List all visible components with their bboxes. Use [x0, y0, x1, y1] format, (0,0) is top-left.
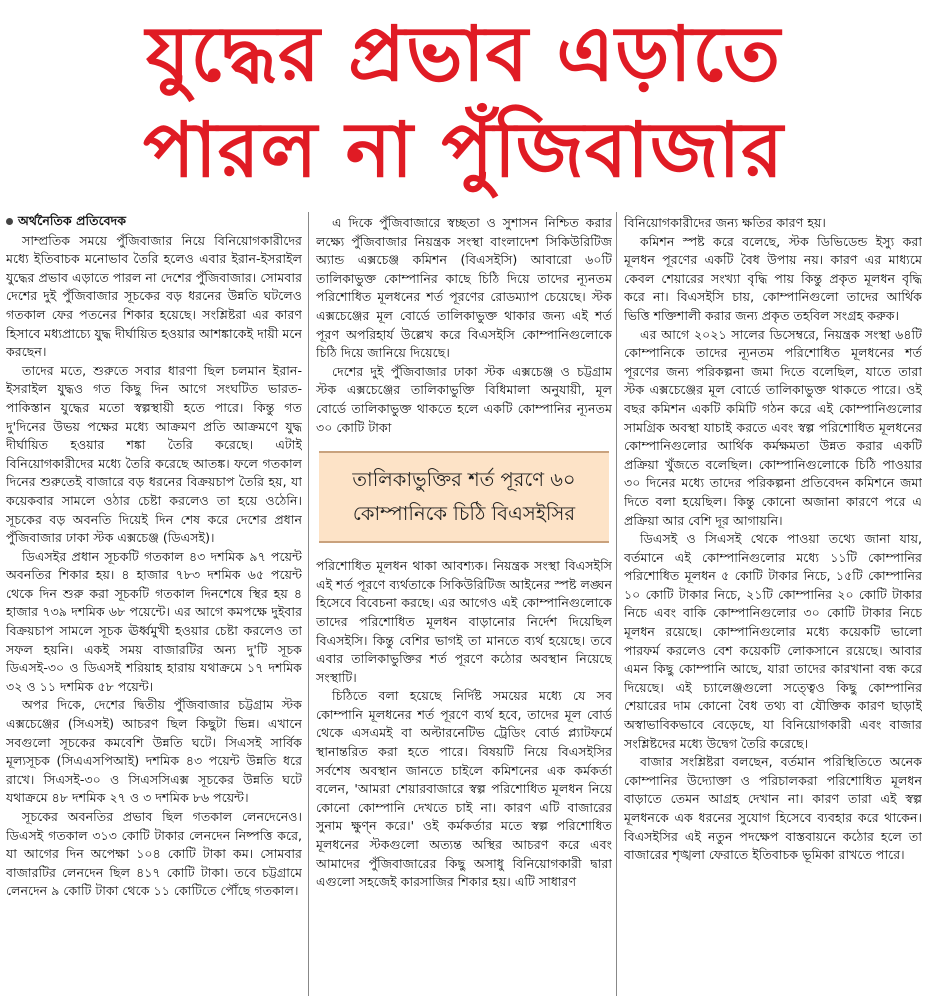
headline-line-1: যুদ্ধের প্রভাব এড়াতে — [145, 9, 782, 98]
paragraph: কমিশন স্পষ্ট করে বলেছে, স্টক ডিভিডেন্ড ইস্যু করা মূলধন পূরণের একটি বৈধ উপায় নয়। কারণ এর মাধ্যমে কেবল শেয়ারের সংখ্যা বৃদ্ধি পায় কিন্তু প্রকৃত মূলধন বৃদ্ধি করে না। বিএসইসি চায়, কোম্পানিগুলো তাদের আর্থিক ভিত্তি শক্তিশালী করার জন্য প্রকৃত তহবিল সংগ্রহ করুক। — [624, 233, 922, 323]
paragraph: পরিশোধিত মূলধন থাকা আবশ্যক। নিয়ন্ত্রক সংস্থা বিএসইসি এই শর্ত পূরণে ব্যর্থতাকে সিকিউরিটিজ আইনের স্পষ্ট লঙ্ঘন হিসেবে বিবেচনা করছে। এর আগেও এই কোম্পানিগুলোকে তাদের পরিশোধিত মূলধন বাড়ানোর নির্দেশ দিয়েছিল বিএসইসি। কিন্তু বেশির ভাগই তা মানতে ব্যর্থ হয়েছে। তবে এবার তালিকাভুক্তির শর্ত পূরণে কঠোর অবস্থান নিয়েছে সংস্থাটি। — [316, 558, 612, 685]
article-column-3 — [624, 212, 922, 996]
paragraph: বাজার সংশ্লিষ্টরা বলছেন, বর্তমান পরিস্থিতিতে অনেক কোম্পানির উদ্যোক্তা ও পরিচালকরা পরিশোধিত মূলধন বাড়াতে তেমন আগ্রহ দেখান না। কারণ তারা এই স্বল্প মূলধনকে এক ধরনের সুযোগ হিসেবে ব্যবহার করে থাকেন। বিএসইসির এই নতুন পদক্ষেপ বাস্তবায়নে কঠোর হলে তা বাজারের শৃঙ্খলা ফেরাতে ইতিবাচক ভূমিকা রাখতে পারে। — [624, 754, 922, 863]
article-column-2 — [316, 212, 612, 996]
paragraph: এর আগে ২০২১ সালের ডিসেম্বরে, নিয়ন্ত্রক সংস্থা ৬৪টি কোম্পানিকে তাদের ন্যূনতম পরিশোধিত মূলধনের শর্ত পূরণের জন্য পরিকল্পনা জমা দিতে বলেছিল, যাতে তারা স্টক এক্সচেঞ্জের মূল বোর্ডে তালিকাভুক্ত থাকতে পারে। ওই বছর কমিশন একটি কমিটি গঠন করে এই কোম্পানিগুলোর সামগ্রিক অবস্থা যাচাই করতে এবং স্বল্প পরিশোধিত মূলধনের কোম্পানিগুলোর আর্থিক কর্মক্ষমতা উন্নত করার একটি প্রক্রিয়া খুঁজতে বলেছিল। কোম্পানিগুলোকে চিঠি পাওয়ার ৩০ দিনের মধ্যে তাদের পরিকল্পনা প্রতিবেদন কমিশনে জমা দিতে বলা হয়েছিল। কিন্তু কোনো অজানা কারণে পরে এ প্রক্রিয়া আর বেশি দূর আগায়নি। — [624, 326, 922, 528]
bullet-icon — [6, 218, 13, 225]
column-divider — [616, 212, 617, 996]
headline — [0, 0, 927, 200]
column-divider — [308, 212, 309, 996]
byline — [6, 212, 302, 231]
paragraph: চিঠিতে বলা হয়েছে নির্দিষ্ট সময়ের মধ্যে যে সব কোম্পানি মূলধনের শর্ত পূরণে ব্যর্থ হবে, তাদের মূল বোর্ড থেকে এসএমই বা অল্টারনেটিভ ট্রেডিং বোর্ড প্ল্যাটফর্মে স্থানান্তরিত করা হতে পারে। বিষয়টি নিয়ে বিএসইসির সর্বশেষ অবস্থান জানতে চাইলে কমিশনের এক কর্মকর্তা বলেন, 'আমরা শেয়ারবাজারে স্বল্প পরিশোধিত মূলধন নিয়ে কোনো কোম্পানি দেখতে চাই না। কারণ এটি বাজারের সুনাম ক্ষুণ্ন করে।' ওই কর্মকর্তার মতে স্বল্প পরিশোধিত মূলধনের স্টকগুলো অত্যন্ত অস্থির আচরণ করে এবং আমাদের পুঁজিবাজারের কিছু অসাধু বিনিয়োগকারী দ্বারা এগুলো সহজেই কারসাজির শিকার হয়। এটি সাধারণ — [316, 688, 612, 890]
pull-quote: তালিকাভুক্তির শর্ত পূরণে ৬০ কোম্পানিকে চিঠি বিএসইসির — [319, 451, 609, 543]
paragraph: সূচকের অবনতির প্রভাব ছিল গতকাল লেনদেনেও। ডিএসই গতকাল ৩১৩ কোটি টাকার লেনদেন নিষ্পত্তি করে, যা আগের দিন অপেক্ষা ১০৪ কোটি টাকা কম। সোমবার বাজারটির লেনদেন ছিল ৪১৭ কোটি টাকা। তবে চট্টগ্রামে লেনদেন ৯ কোটি টাকা থেকে ১১ কোটিতে পৌঁছে গতকাল। — [6, 809, 302, 899]
paragraph: ডিএসই ও সিএসই থেকে পাওয়া তথ্যে জানা যায়, বর্তমানে এই কোম্পানিগুলোর মধ্যে ১১টি কোম্পানির পরিশোধিত মূলধন ৫ কোটি টাকার নিচে, ১৫টি কোম্পানির ১০ কোটি টাকার নিচে, ২১টি কোম্পানির ২০ কোটি টাকার নিচে এবং বাকি কোম্পানিগুলোর ৩০ কোটি টাকার নিচে মূলধন রয়েছে। কোম্পানিগুলোর মধ্যে কয়েকটি ভালো পারফর্ম করলেও বেশ কয়েকটি লোকসানে রয়েছে। আবার এমন কিছু কোম্পানি আছে, যারা তাদের কারখানা বন্ধ করে দিয়েছে। এই চ্যালেঞ্জগুলো সত্ত্বেও কিছু কোম্পানির শেয়ারের দাম কোনো বৈধ তথ্য বা যৌক্তিক কারণ ছাড়াই অস্বাভাবিকভাবে বেড়েছে, যা বিনিয়োগকারী এবং বাজার সংশ্লিষ্টদের মধ্যে উদ্বেগ তৈরি করেছে। — [624, 531, 922, 751]
byline-text: অর্থনৈতিক প্রতিবেদক — [18, 213, 127, 228]
paragraph: এ দিকে পুঁজিবাজারে স্বচ্ছতা ও সুশাসন নিশ্চিত করার লক্ষ্যে পুঁজিবাজার নিয়ন্ত্রক সংস্থা বাংলাদেশ সিকিউরিটিজ অ্যান্ড এক্সচেঞ্জ কমিশন (বিএসইসি) আবারো ৬০টি তালিকাভুক্ত কোম্পানির কাছে চিঠি দিয়ে তাদের ন্যূনতম পরিশোধিত মূলধনের শর্ত পূরণের রোডম্যাপ চেয়েছে। স্টক এক্সচেঞ্জের মূল বোর্ডে তালিকাভুক্ত থাকার জন্য এই শর্ত পূরণ অপরিহার্য উল্লেখ করে বিএসইসি কোম্পানিগুলোকে চিঠি দিয়ে জানিয়ে দিয়েছে। — [316, 215, 612, 361]
headline-line-2: পারল না পুঁজিবাজার — [143, 105, 784, 194]
paragraph: সাম্প্রতিক সময়ে পুঁজিবাজার নিয়ে বিনিয়োগকারীদের মধ্যে ইতিবাচক মনোভাব তৈরি হলেও এবার ইরান-ইসরাইল যুদ্ধের প্রভাব এড়াতে পারল না দেশের পুঁজিবাজার। সোমবার দেশের দুই পুঁজিবাজার সূচকের বড় ধরনের উন্নতি ঘটলেও গতকাল ফের পতনের শিকার হয়েছে। সংশ্লিষ্টরা এর কারণ হিসাবে মধ্যপ্রাচ্যে যুদ্ধ দীর্ঘায়িত হওয়ার আশঙ্কাকেই দায়ী মনে করছেন। — [6, 232, 302, 360]
paragraph: দেশের দুই পুঁজিবাজার ঢাকা স্টক এক্সচেঞ্জ ও চট্টগ্রাম স্টক এক্সচেঞ্জের তালিকাভুক্তি বিধিমালা অনুযায়ী, মূল বোর্ডে তালিকাভুক্ত থাকতে হলে একটি কোম্পানির ন্যূনতম ৩০ কোটি টাকা — [316, 363, 612, 435]
paragraph: অপর দিকে, দেশের দ্বিতীয় পুঁজিবাজার চট্টগ্রাম স্টক এক্সচেঞ্জের (সিএসই) আচরণ ছিল কিছুটা ভিন্ন। এখানে সবগুলো সূচকের কমবেশি উন্নতি ঘটে। সিএসই সার্বিক মূল্যসূচক (সিএএসপিআই) দশমিক ৪৩ পয়েন্ট উন্নতি ধরে রাখে। সিএসই-৩০ ও সিএসসিএক্স সূচকের উন্নতি ঘটে যথাক্রমে ৪৮ দশমিক ২৭ ও ৩ দশমিক ৮৬ পয়েন্ট। — [6, 697, 302, 806]
article-column-1 — [6, 212, 302, 996]
paragraph: তাদের মতে, শুরুতে সবার ধারণা ছিল চলমান ইরান-ইসরাইল যুদ্ধও গত কিছু দিন আগে সংঘটিত ভারত-পাকিস্তান যুদ্ধের মতো স্বল্পস্থায়ী হতে পারে। কিন্তু গত দু'দিনের উভয় পক্ষের মধ্যে আক্রমণ প্রতি আক্রমণে যুদ্ধ দীর্ঘায়িত হওয়ার শঙ্কা তৈরি করেছে। এটাই বিনিয়োগকারীদের মধ্যে তৈরি করেছে আতঙ্ক। ফলে গতকাল দিনের শুরুতেই বাজারে বড় ধরনের বিক্রয়চাপ তৈরি হয়, যা কয়েকবার সামলে ওঠার চেষ্টা করলেও তা হয়ে ওঠেনি। সূচকের বড় অবনতি দিয়েই দিন শেষ করে দেশের প্রধান পুঁজিবাজার ঢাকা স্টক এক্সচেঞ্জ (ডিএসই)। — [6, 362, 302, 546]
paragraph: ডিএসইর প্রধান সূচকটি গতকাল ৪৩ দশমিক ৯৭ পয়েন্ট অবনতির শিকার হয়। ৪ হাজার ৭৮৩ দশমিক ৬৫ পয়েন্ট থেকে দিন শুরু করা সূচকটি গতকাল দিনশেষে স্থির হয় ৪ হাজার ৭৩৯ দশমিক ৬৮ পয়েন্টে। এর আগে কমপক্ষে দুইবার বিক্রয়চাপ সামলে সূচক ঊর্ধ্বমুখী হওয়ার চেষ্টা করলেও তা সফল হয়নি। একই সময় বাজারটির অন্য দু'টি সূচক ডিএসই-৩০ ও ডিএসই শরিয়াহ হারায় যথাক্রমে ১৭ দশমিক ৩২ ও ১১ দশমিক ৫৮ পয়েন্ট। — [6, 548, 302, 694]
paragraph: বিনিয়োগকারীদের জন্য ক্ষতির কারণ হয়। — [624, 215, 826, 230]
